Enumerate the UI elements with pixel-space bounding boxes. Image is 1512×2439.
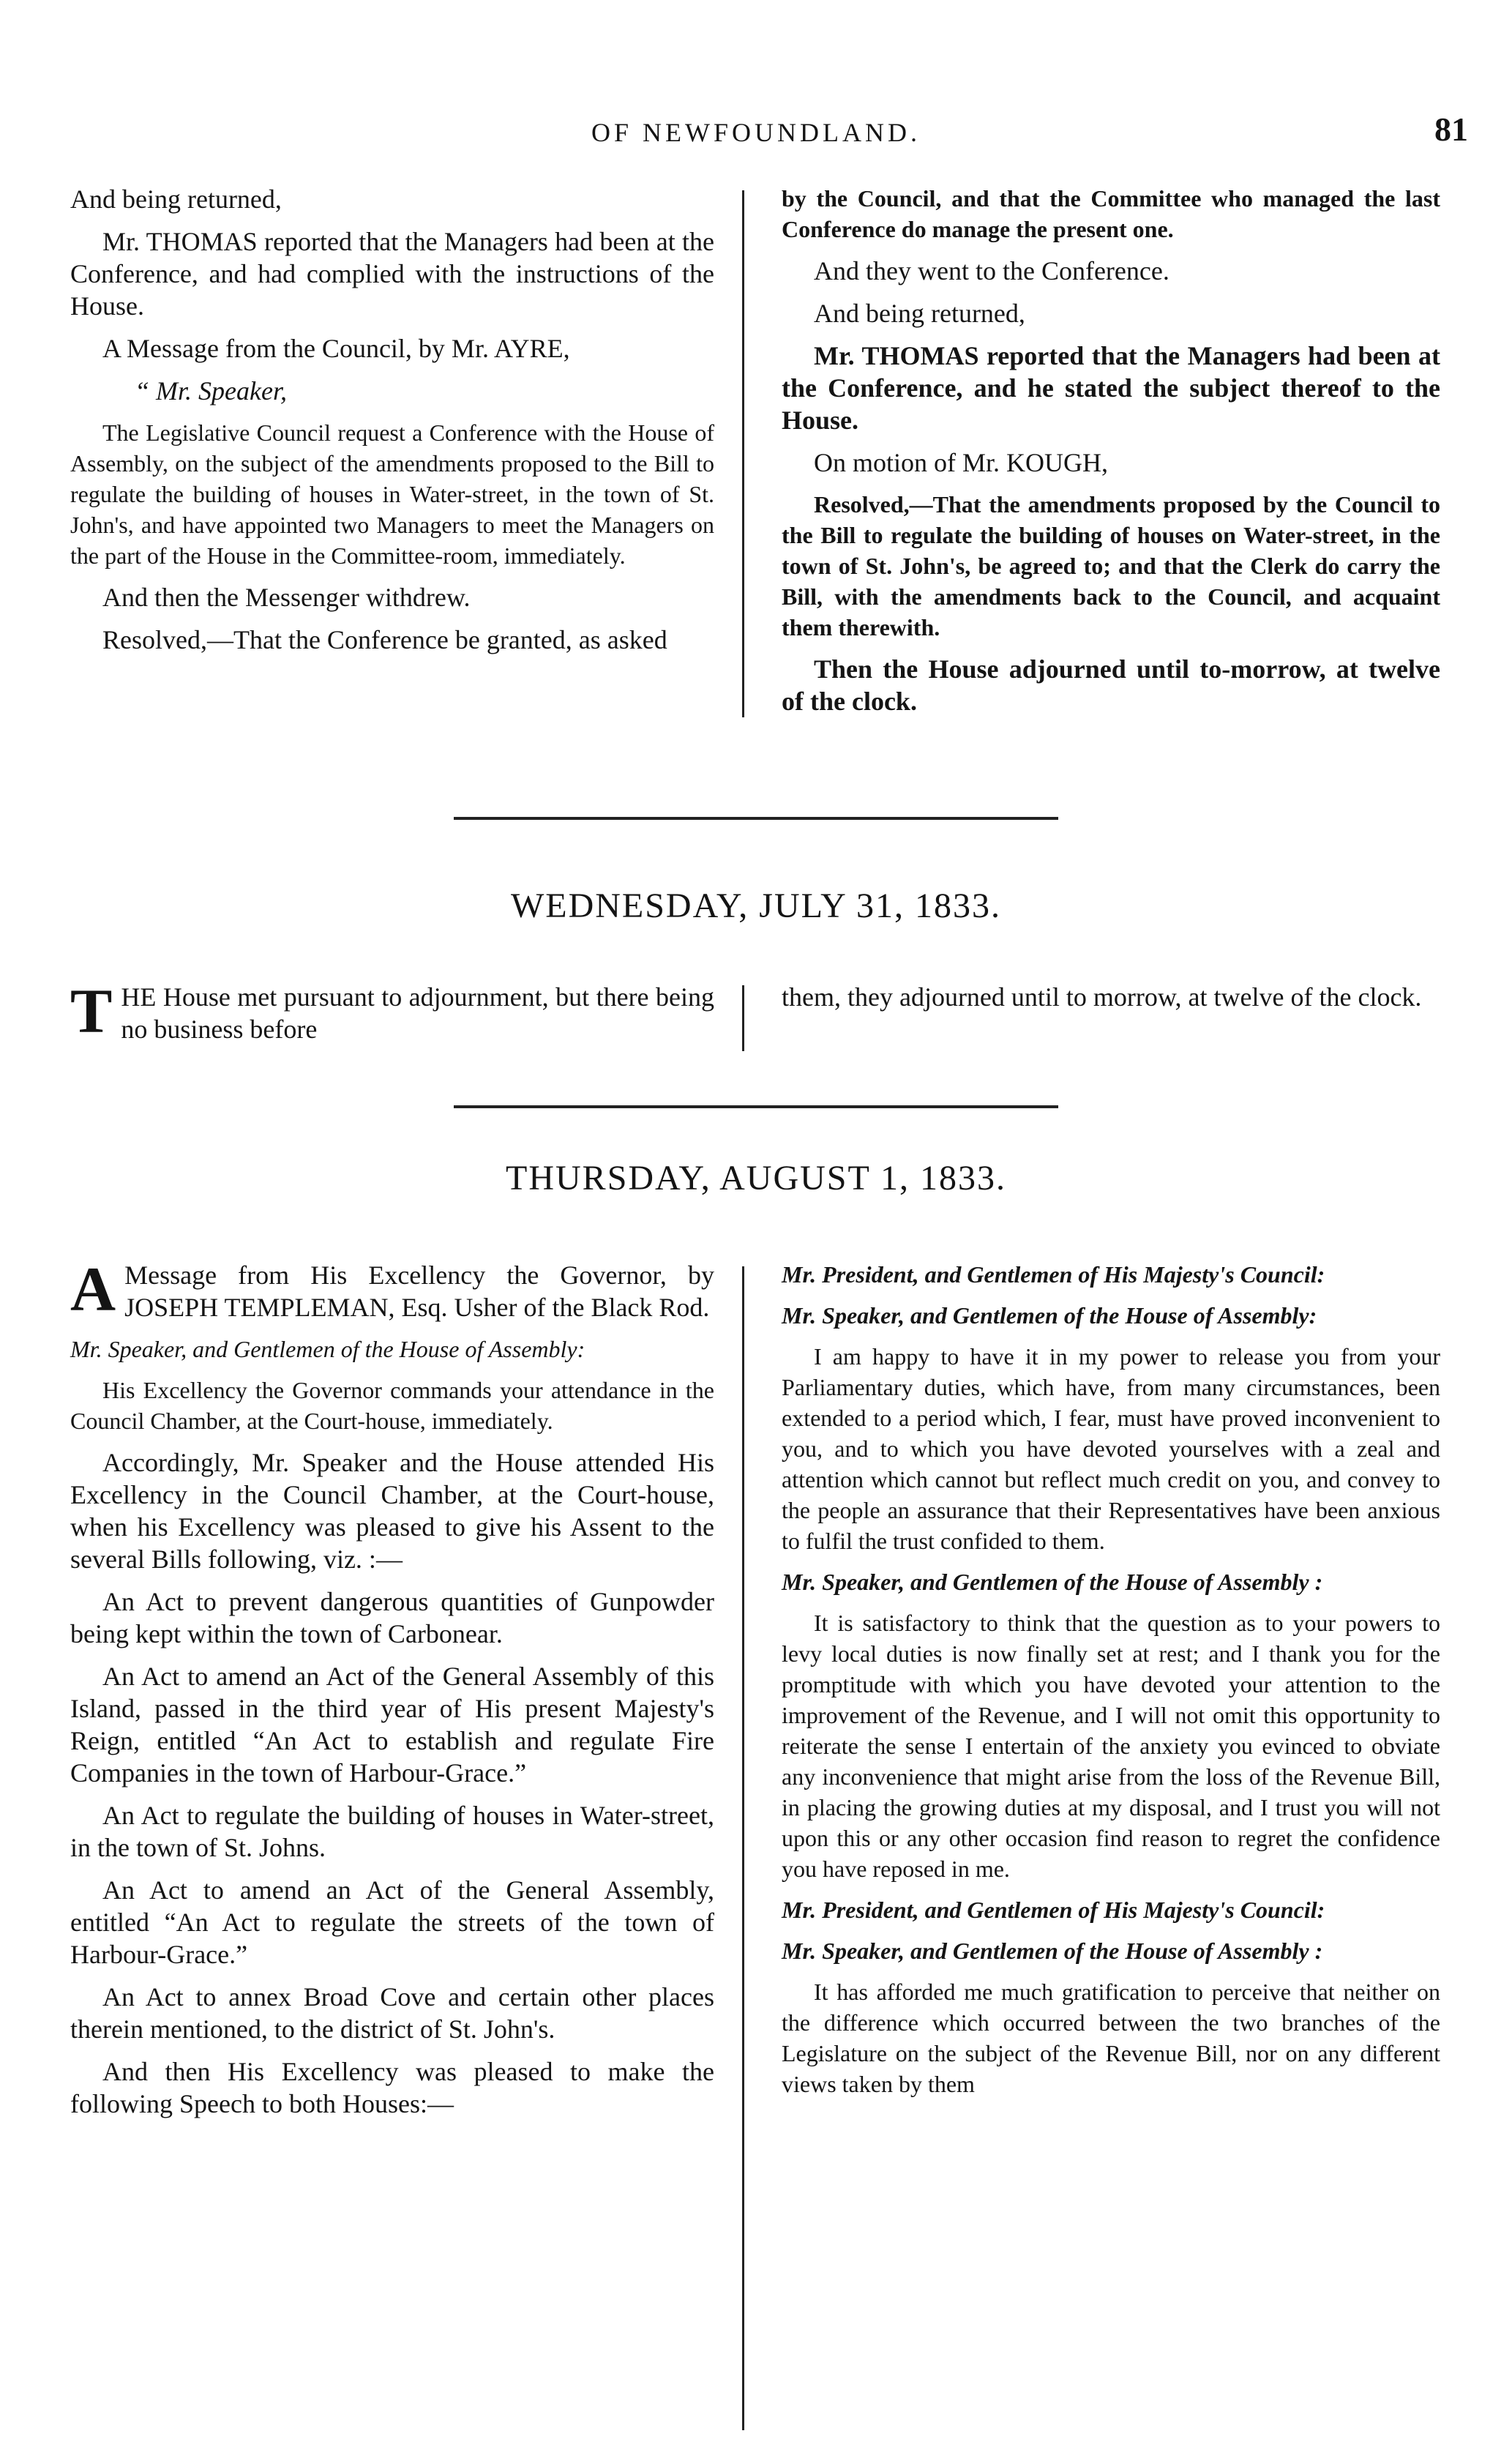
para: His Excellency the Governor commands your attendance in the Council Chamber, at the Court-house, immediately. bbox=[70, 1377, 714, 1434]
section-rule bbox=[454, 817, 1058, 820]
para: “ Mr. Speaker, bbox=[135, 376, 287, 406]
drop-cap: T bbox=[70, 976, 113, 1046]
thursday-right-column bbox=[782, 1259, 1440, 2110]
section1-left-column bbox=[70, 183, 714, 666]
column-divider bbox=[742, 190, 744, 717]
para: Mr. THOMAS reported that the Managers had been at the Conference, and had complied with the instructions of the House. bbox=[70, 227, 714, 321]
para: Mr. Speaker, and Gentlemen of the House of Assembly: bbox=[782, 1302, 1317, 1329]
para: And being returned, bbox=[70, 184, 282, 214]
para: Mr. Speaker, and Gentlemen of the House of Assembly : bbox=[782, 1569, 1323, 1595]
drop-cap: A bbox=[70, 1254, 116, 1324]
para: Resolved,—That the Conference be granted, as asked bbox=[102, 625, 667, 654]
para: It is satisfactory to think that the question as to your powers to levy local duties is now finally set at rest; and I thank you for the promptitude with which you have devoted your attention to the improvement of the Revenue, and I will not omit this opportunity to reiterate the sense I entertain of the anxiety you evinced to obviate any inconvenience that might arise from the loss of the Revenue Bill, in placing the growing duties at my disposal, and I trust you will not upon this or any other occasion find reason to regret the confidence you have reposed in me. bbox=[782, 1610, 1440, 1882]
para: by the Council, and that the Committee who managed the last Conference do manage the present one. bbox=[782, 185, 1440, 242]
para: And then the Messenger withdrew. bbox=[102, 583, 471, 612]
thursday-heading: THURSDAY, AUGUST 1, 1833. bbox=[506, 1159, 1006, 1198]
para: And then His Excellency was pleased to make the following Speech to both Houses:— bbox=[70, 2057, 714, 2118]
para: An Act to annex Broad Cove and certain other places therein mentioned, to the district of St. John's. bbox=[70, 1982, 714, 2044]
para: Mr. Speaker, and Gentlemen of the House of Assembly : bbox=[782, 1938, 1323, 1964]
para: An Act to amend an Act of the General Assembly of this Island, passed in the third year of His present Majesty's Reign, entitled “An Act to establish and regulate Fire Companies in the town of Harbour-Grace.” bbox=[70, 1662, 714, 1788]
para: Mr. Speaker, and Gentlemen of the House of Assembly: bbox=[70, 1336, 585, 1362]
para: Resolved,—That the amendments proposed by the Council to the Bill to regulate the building of houses on Water-street, in the town of St. John's, be agreed to; and that the Clerk do carry the Bill, with the amendments back to the Council, and acquaint them therewith. bbox=[782, 491, 1440, 640]
para: A Message from the Council, by Mr. AYRE, bbox=[102, 334, 570, 363]
column-divider bbox=[742, 1266, 744, 2430]
para: An Act to prevent dangerous quantities of Gunpowder being kept within the town of Carbonear. bbox=[70, 1587, 714, 1648]
para: Mr. President, and Gentlemen of His Majesty's Council: bbox=[782, 1897, 1325, 1923]
para: And being returned, bbox=[814, 299, 1025, 328]
wednesday-left-column bbox=[70, 976, 714, 1056]
wednesday-right-column bbox=[782, 981, 1440, 1023]
para: And they went to the Conference. bbox=[814, 256, 1169, 285]
para: I am happy to have it in my power to release you from your Parliamentary duties, which have, from many circumstances, been extended to a period which, I fear, must have proved inconvenient to you, and to which you have devoted yourselves with a zeal and attention which cannot but reflect much credit on you, and convey to the people an assurance that their Representatives have been anxious to fulfil the trust confided to them. bbox=[782, 1343, 1440, 1554]
wednesday-heading: WEDNESDAY, JULY 31, 1833. bbox=[510, 886, 1002, 925]
para: Accordingly, Mr. Speaker and the House attended His Excellency in the Council Chamber, at the Court-house, when his Excellency was pleased to give his Assent to the several Bills following, viz. :— bbox=[70, 1448, 714, 1574]
para: them, they adjourned until to morrow, at twelve of the clock. bbox=[782, 982, 1422, 1012]
thursday-left-column bbox=[70, 1254, 714, 2130]
para: On motion of Mr. KOUGH, bbox=[814, 448, 1108, 477]
para: An Act to amend an Act of the General Assembly, entitled “An Act to regulate the streets of the town of Harbour-Grace.” bbox=[70, 1875, 714, 1969]
para: Then the House adjourned until to-morrow, at twelve of the clock. bbox=[782, 654, 1440, 716]
para: The Legislative Council request a Conference with the House of Assembly, on the subject of the amendments proposed to the Bill to regulate the building of houses in Water-street, in the town of St. John's, and have appointed two Managers to meet the Managers on the part of the House in the Committee-room, immediately. bbox=[70, 419, 714, 569]
section1-right-column bbox=[782, 183, 1440, 728]
section-rule bbox=[454, 1105, 1058, 1108]
para: Message from His Excellency the Governor, by JOSEPH TEMPLEMAN, Esq. Usher of the Black Rod. bbox=[124, 1260, 714, 1322]
column-divider bbox=[742, 985, 744, 1051]
para: An Act to regulate the building of houses in Water-street, in the town of St. Johns. bbox=[70, 1801, 714, 1862]
para: Mr. THOMAS reported that the Managers had been at the Conference, and he stated the subject thereof to the House. bbox=[782, 341, 1440, 435]
para: HE House met pursuant to adjournment, but there being no business before bbox=[121, 982, 714, 1044]
para: It has afforded me much gratification to perceive that neither on the difference which occurred between the two branches of the Legislature on the subject of the Revenue Bill, nor on any different views taken by them bbox=[782, 1979, 1440, 2097]
para: Mr. President, and Gentlemen of His Majesty's Council: bbox=[782, 1261, 1325, 1288]
running-head: OF NEWFOUNDLAND. bbox=[591, 118, 921, 147]
page-number: 81 bbox=[1434, 111, 1468, 148]
